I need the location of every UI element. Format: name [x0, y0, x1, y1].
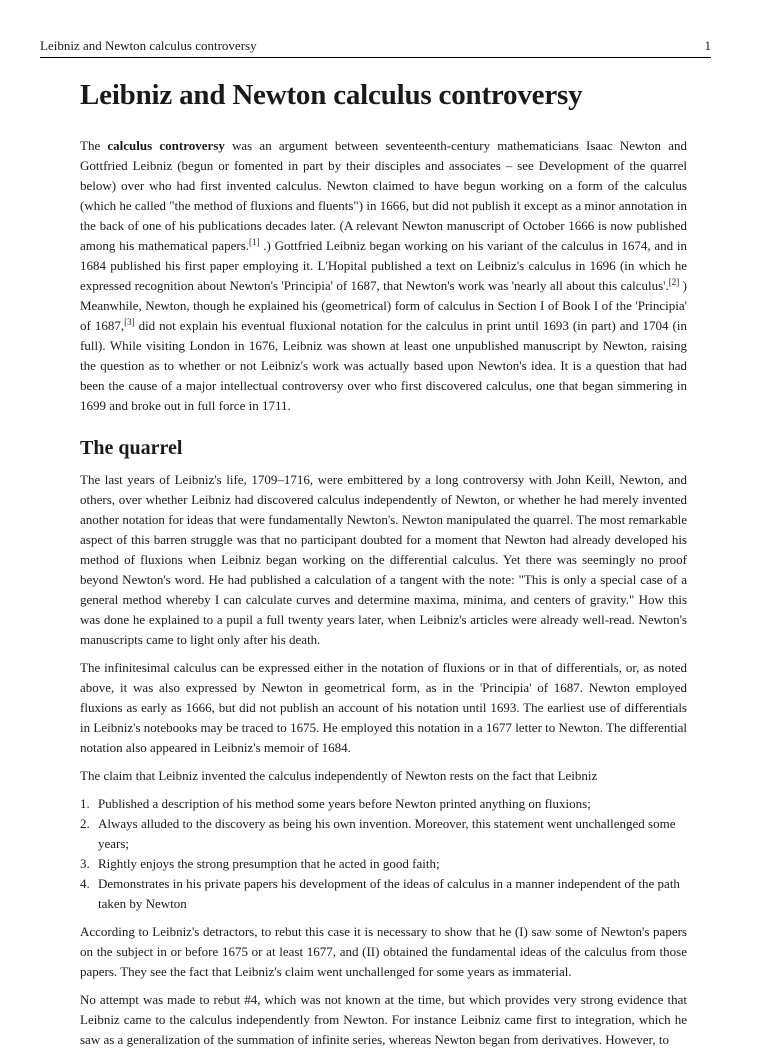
list-item — [80, 854, 687, 874]
article-title: Leibniz and Newton calculus controversy — [80, 79, 583, 111]
list-item-text: Published a description of his method some years before Newton printed anything on fluxions; — [98, 796, 591, 811]
list-item-number: 3. — [80, 856, 90, 871]
list-item-number: 4. — [80, 876, 90, 891]
intro-text-b: .) Gottfried Leibniz began working on his variant of the calculus in 1674, and in 1684 published his first paper employing it. L'Hopital published a text on Leibniz's calculus in 1696 (in which he expressed recognition about Newton's 'Principia' of 1687, that Newton's work was 'nearly all about this calculus'. — [80, 238, 687, 293]
list-item — [80, 794, 687, 814]
quarrel-paragraph-5: No attempt was made to rebut #4, which was not known at the time, but which provides very strong evidence that Leibniz came to the calculus independently from Newton. For instance Leibniz came first to integration, which he saw as a generalization of the summation of infinite series, whereas Newton began from derivatives. However, to — [80, 992, 687, 1047]
list-item-text: Rightly enjoys the strong presumption that he acted in good faith; — [98, 856, 440, 871]
intro-lead-word: The — [80, 138, 101, 153]
article-body — [80, 76, 687, 1058]
intro-text-a: was an argument between seventeenth-century mathematicians Isaac Newton and Gottfried Leibniz (begun or fomented in part by their disciples and associates – see Development of the quarrel below) over who had first invented calculus. Newton claimed to have begun working on a form of the calculus (which he called "the method of fluxions and fluents") in 1666, but did not publish it except as a minor annotation in the back of one of his publications decades later. (A relevant Newton manuscript of October 1666 is now published among his mathematical papers. — [80, 138, 688, 253]
running-header — [40, 37, 711, 58]
list-item-number: 2. — [80, 816, 90, 831]
running-header-title: Leibniz and Newton calculus controversy — [40, 38, 257, 53]
quarrel-paragraph-1: The last years of Leibniz's life, 1709–1716, were embittered by a long controversy with John Keill, Newton, and others, over whether Leibniz had discovered calculus independently of Newton, or whether he had merely invented another notation for ideas that were fundamentally Newton's. Newton manipulated the quarrel. The most remarkable aspect of this barren struggle was that no participant doubted for a moment that Newton had already developed his method of fluxions when Leibniz began working on the differential calculus. Yet there was seemingly no proof beyond Newton's word. He had published a calculation of a tangent with the note: "This is only a special case of a general method whereby I can calculate curves and determine maxima, minima, and centers of gravity." How this was done he explained to a pupil a full twenty years later, when Leibniz's articles were already well-read. Newton's manuscripts came to light only after his death. — [80, 472, 687, 647]
intro-text-c: ) Meanwhile, Newton, though he explained his (geometrical) form of calculus in Section I of Book I of the 'Principia' of 1687, — [80, 278, 687, 333]
citation-1[interactable]: [1] — [249, 237, 260, 247]
list-item-number: 1. — [80, 796, 90, 811]
quarrel-paragraph-4: According to Leibniz's detractors, to rebut this case it is necessary to show that he (I) saw some of Newton's papers on the subject in or before 1675 or at least 1677, and (II) obtained the fundamental ideas of the calculus from those papers. They see the fact that Leibniz's claim went unchallenged for some years as immaterial. — [80, 924, 687, 979]
claims-list — [80, 794, 687, 914]
intro-text-d: did not explain his eventual fluxional notation for the calculus in print until 1693 (in part) and 1704 (in full). While visiting London in 1676, Leibniz was shown at least one unpublished manuscript by Newton, raising the question as to whether or not Leibniz's work was actually based upon Newton's idea. It is a question that had been the cause of a major intellectual controversy over who first discovered calculus, one that began simmering in 1699 and broke out in full force in 1711. — [80, 318, 687, 413]
section-heading-quarrel: The quarrel — [80, 437, 183, 459]
quarrel-paragraph-2: The infinitesimal calculus can be expressed either in the notation of fluxions or in that of differentials, or, as noted above, it was also expressed by Newton in geometrical form, as in the 'Principia' of 1687. Newton employed fluxions as early as 1666, but did not publish an account of his notation until 1693. The earliest use of differentials in Leibniz's notebooks may be traced to 1675. He employed this notation in a 1677 letter to Newton. The differential notation also appeared in Leibniz's memoir of 1684. — [80, 660, 687, 755]
page-number: 1 — [704, 38, 711, 53]
list-item-text: Demonstrates in his private papers his development of the ideas of calculus in a manner independent of the path taken by Newton — [98, 876, 680, 911]
citation-3[interactable]: [3] — [124, 317, 135, 327]
list-item — [80, 814, 687, 854]
list-item-text: Always alluded to the discovery as being his own invention. Moreover, this statement went unchallenged some years; — [98, 816, 676, 851]
intro-paragraph — [80, 136, 687, 416]
quarrel-paragraph-3: The claim that Leibniz invented the calculus independently of Newton rests on the fact that Leibniz — [80, 768, 598, 783]
intro-bold-term: calculus controversy — [107, 138, 225, 153]
list-item — [80, 874, 687, 914]
citation-2[interactable]: [2] — [668, 277, 680, 287]
